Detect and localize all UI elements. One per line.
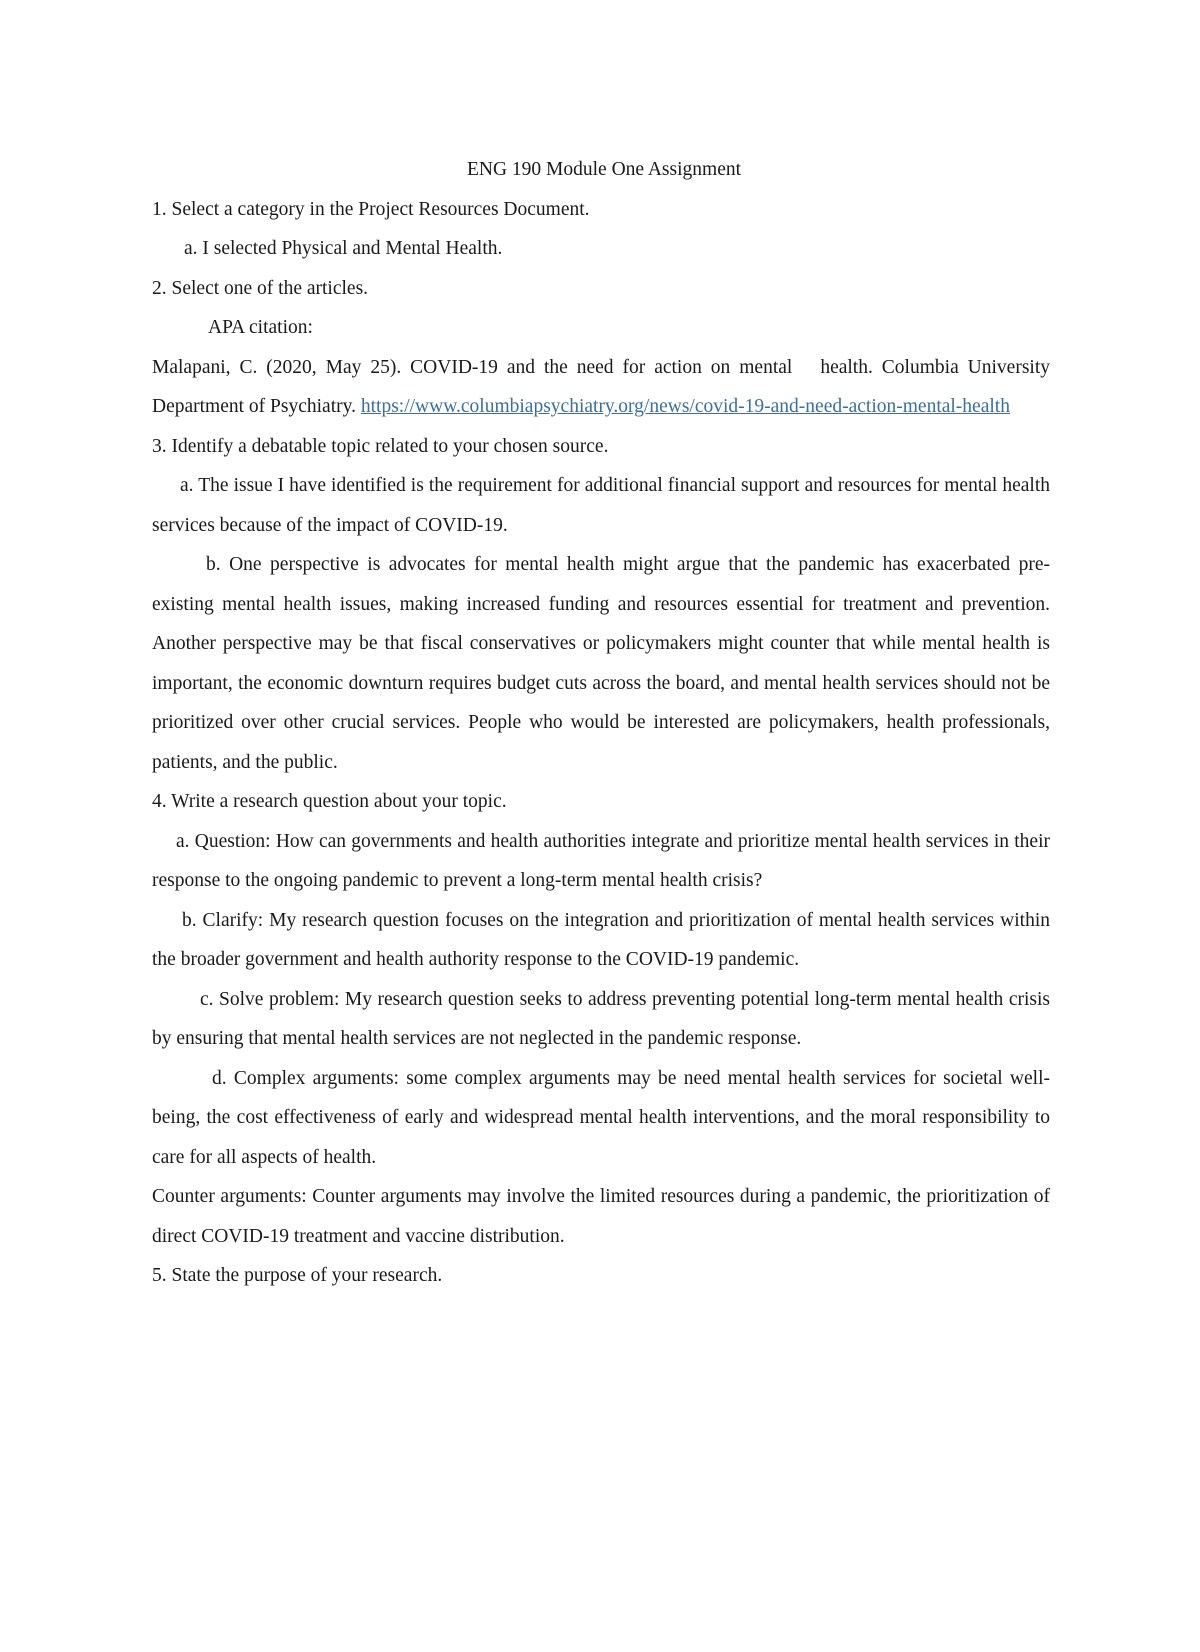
- question-3: 3. Identify a debatable topic related to your chosen source.: [152, 435, 609, 457]
- document-body: [152, 150, 1050, 1296]
- question-1: 1. Select a category in the Project Resources Document.: [152, 198, 590, 220]
- citation-text-part1: Malapani, C. (2020, May 25). COVID-19 and the need for action on mental: [152, 356, 793, 378]
- counter-arguments: Counter arguments: Counter arguments may involve the limited resources during a pandemic, the prioritization of direct COVID-19 treatment and vaccine distribution.: [152, 1186, 1050, 1247]
- question-4: 4. Write a research question about your topic.: [152, 791, 507, 812]
- question-5: 5. State the purpose of your research.: [152, 1265, 443, 1286]
- answer-3b: b. One perspective is advocates for mental health might argue that the pandemic has exacerbated pre-existing mental health issues, making increased funding and resources essential for treatment and prevention. Another perspective may be that fiscal conservatives or policymakers might counter that while mental health is important, the economic downturn requires budget cuts across the board, and mental health services should not be prioritized over other crucial services. People who would be interested are policymakers, health professionals, patients, and the public.: [152, 554, 1050, 773]
- answer-1a: a. I selected Physical and Mental Health.: [184, 238, 503, 259]
- citation-text-part2: health. Columbia University Department of Psychiatry.: [152, 356, 1050, 417]
- answer-4a: a. Question: How can governments and health authorities integrate and prioritize mental health services in their response to the ongoing pandemic to prevent a long-term mental health crisis?: [152, 830, 1050, 891]
- answer-4b: b. Clarify: My research question focuses on the integration and prioritization of mental health services within the broader government and health authority response to the COVID-19 pandemic.: [152, 909, 1050, 970]
- page-title: ENG 190 Module One Assignment: [466, 159, 742, 180]
- question-2: 2. Select one of the articles.: [152, 277, 369, 299]
- answer-4c: c. Solve problem: My research question seeks to address preventing potential long-term mental health crisis by ensuring that mental health services are not neglected in the pandemic response.: [152, 988, 1050, 1049]
- answer-3a: a. The issue I have identified is the requirement for additional financial support and resources for mental health services because of the impact of COVID-19.: [152, 475, 1050, 536]
- answer-4d: d. Complex arguments: some complex arguments may be need mental health services for societal well-being, the cost effectiveness of early and widespread mental health interventions, and the moral responsibility to care for all aspects of health.: [152, 1067, 1050, 1168]
- apa-citation-label: APA citation:: [208, 317, 313, 338]
- citation-link[interactable]: https://www.columbiapsychiatry.org/news/covid-19-and-need-action-mental-health: [360, 396, 1010, 417]
- apa-citation: [152, 348, 1050, 427]
